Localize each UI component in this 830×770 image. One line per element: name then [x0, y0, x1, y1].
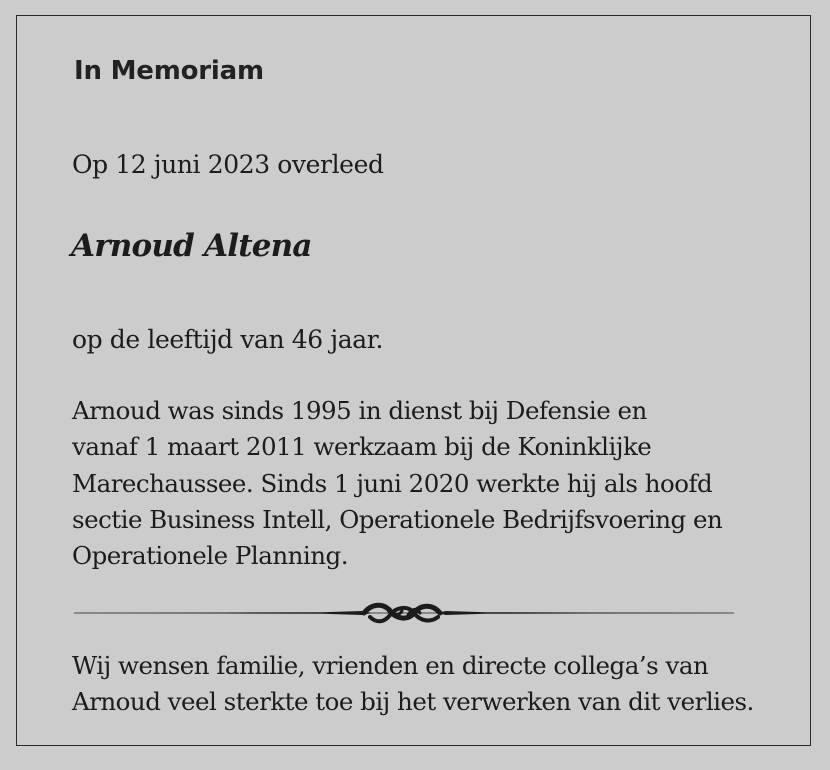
heading: In Memoriam: [74, 56, 264, 86]
intro-line: Op 12 juni 2023 overleed: [72, 150, 384, 179]
memorial-card-border: [16, 15, 811, 746]
biography-line: Operationele Planning.: [72, 541, 348, 571]
deceased-name: Arnoud Altena: [71, 228, 312, 264]
ornamental-divider-icon: [72, 597, 736, 629]
biography-line: vanaf 1 maart 2011 werkzaam bij de Koninklijke: [72, 432, 652, 462]
condolence-paragraph: [72, 648, 792, 720]
condolence-line: Arnoud veel sterkte toe bij het verwerken van dit verlies.: [72, 687, 754, 716]
biography-paragraph: [72, 393, 772, 574]
biography-line: Arnoud was sinds 1995 in dienst bij Defensie en: [72, 396, 647, 425]
biography-line: sectie Business Intell, Operationele Bedrijfsvoering en: [72, 504, 723, 534]
biography-line: Marechaussee. Sinds 1 juni 2020 werkte hij als hoofd: [72, 468, 713, 498]
condolence-line: Wij wensen familie, vrienden en directe collega’s van: [72, 651, 709, 680]
age-line: op de leeftijd van 46 jaar.: [72, 325, 384, 354]
